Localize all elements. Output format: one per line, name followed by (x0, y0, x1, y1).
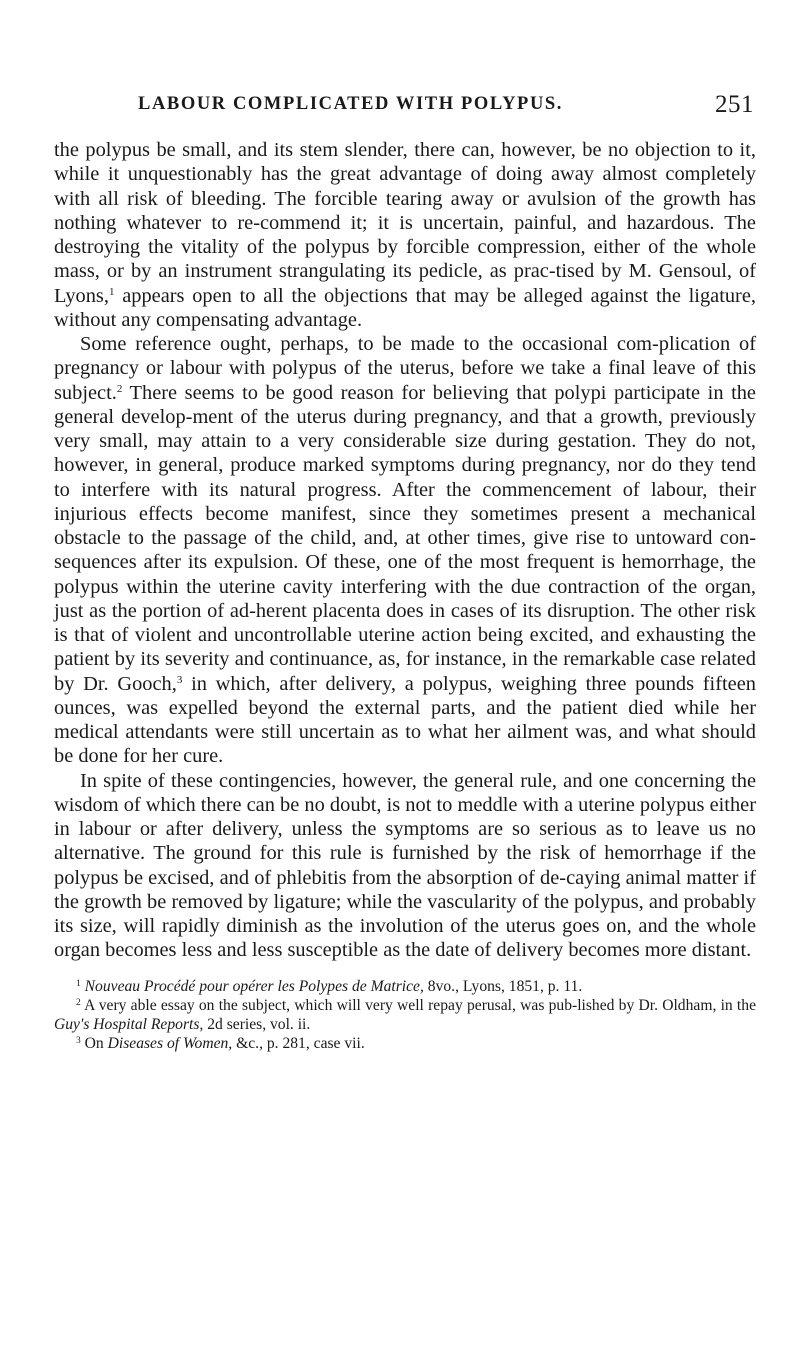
footnote-mark-1: 1 (76, 978, 81, 989)
footnote-mark-3: 3 (76, 1035, 81, 1046)
paragraph-2-text-b: There seems to be good reason for believing that polypi participate in the general develop-ment of the uterus during pregnancy, and that a growth, previously very small, may attain to a very considerable size during gestation. They do not, however, in general, produce marked symptoms during pregnancy, nor do they tend to interfere with its natural progress. After the commencement of labour, their injurious effects become manifest, since they sometimes present a mechanical obstacle to the passage of the child, and, at other times, give rise to untoward con-sequences after its expulsion. Of these, one of the most frequent is hemorrhage, the polypus within the uterine cavity interfering with the due contraction of the organ, just as the portion of ad-herent placenta does in cases of its disruption. The other risk is that of violent and uncontrollable uterine action being excited, and exhausting the patient by its severity and continuance, as, for instance, in the remarkable case related by Dr. Gooch, (54, 381, 756, 695)
paragraph-2 (54, 332, 756, 769)
paragraph-2-text-c: in which, after delivery, a polypus, weighing three pounds fifteen ounces, was expelled beyond the external parts, and the patient died while her medical attendants were still uncertain as to what her ailment was, and what should be done for her cure. (54, 672, 756, 768)
paragraph-3: In spite of these contingencies, however, the general rule, and one concerning the wisdom of which there can be no doubt, is not to meddle with a uterine polypus either in labour or after delivery, unless the symptoms are so serious as to leave us no alternative. The ground for this rule is furnished by the risk of hemorrhage if the polypus be excised, and of phlebitis from the absorption of de-caying animal matter if the growth be removed by ligature; while the vascularity of the polypus, and probably its size, will rapidly diminish as the involution of the uterus goes on, and the whole organ becomes less and less susceptible as the date of delivery becomes more distant. (54, 769, 756, 962)
footnote-1 (54, 977, 756, 996)
footnote-2 (54, 996, 756, 1034)
body-text (54, 138, 756, 963)
footnote-3-title: Diseases of Women, (107, 1034, 233, 1052)
footnote-3-text-b: &c., p. 281, case vii. (232, 1034, 365, 1052)
running-title: LABOUR COMPLICATED WITH POLYPUS. (138, 94, 564, 114)
footnotes (54, 977, 756, 1053)
paragraph-1-text-b: appears open to all the objections that may be alleged against the ligature, without any compensating advantage. (54, 284, 756, 331)
footnote-ref-1: 1 (108, 285, 115, 298)
footnote-2-text-a: A very able essay on the subject, which will very well repay perusal, was pub-lished by Dr. Oldham, in the (80, 996, 756, 1014)
paragraph-1 (54, 138, 756, 332)
footnote-1-text: 8vo., Lyons, 1851, p. 11. (423, 977, 583, 995)
footnote-mark-2: 2 (76, 997, 81, 1008)
footnote-3-text-a: On (80, 1034, 108, 1052)
footnote-3 (54, 1034, 756, 1053)
footnote-2-text-b: 2d series, vol. ii. (203, 1015, 311, 1033)
footnote-ref-3: 3 (176, 673, 183, 686)
footnote-2-title: Guy's Hospital Reports, (54, 1015, 204, 1033)
running-head (54, 91, 756, 122)
paragraph-2-text-a: Some reference ought, perhaps, to be made to the occasional com-plication of pregnancy or labour with polypus of the uterus, before we take a final leave of this subject. (54, 333, 756, 404)
paragraph-1-text-a: the polypus be small, and its stem slender, there can, however, be no objection to it, while it unquestionably has the great advantage of doing away almost completely with all risk of bleeding. The forcible tearing away or avulsion of the growth has nothing whatever to re-commend it; it is uncertain, painful, and hazardous. The destroying the vitality of the polypus by forcible compression, either of the whole mass, or by an instrument strangulating its pedicle, as prac-tised by M. Gensoul, of Lyons, (54, 139, 756, 307)
footnote-1-title: Nouveau Procédé pour opérer les Polypes de Matrice, (84, 977, 424, 995)
footnote-ref-2: 2 (116, 382, 123, 395)
page-number: 251 (715, 91, 754, 118)
book-page (54, 91, 756, 1053)
